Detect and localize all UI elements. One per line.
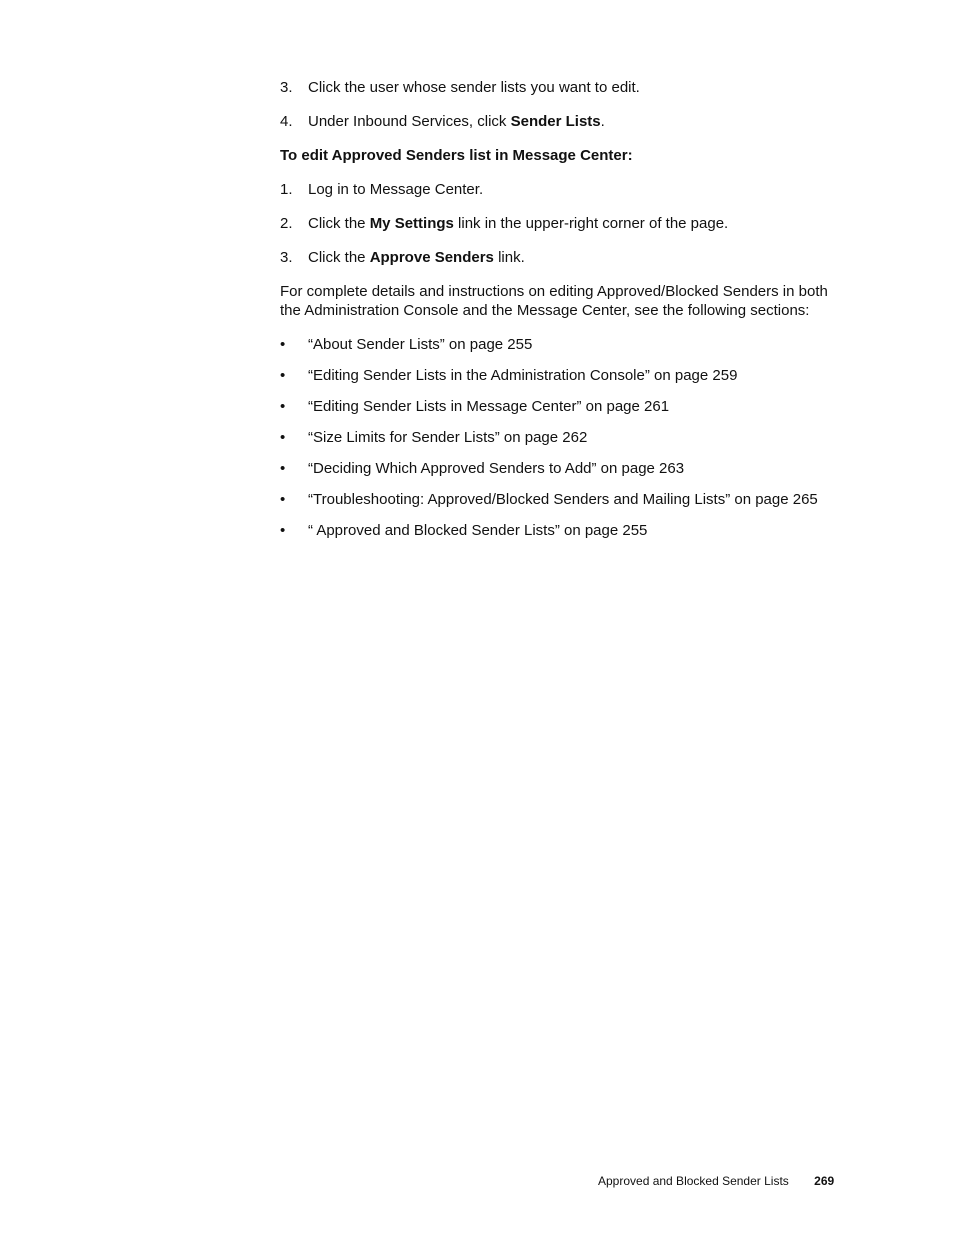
step-item bbox=[280, 214, 850, 233]
ui-term-bold: Sender Lists bbox=[510, 113, 601, 130]
reference-link[interactable]: “Size Limits for Sender Lists” on page 262 bbox=[308, 429, 588, 446]
step-text-prefix: Click the bbox=[308, 249, 370, 266]
reference-link[interactable]: “Editing Sender Lists in the Administration Console” on page 259 bbox=[308, 367, 738, 384]
footer-section-title: Approved and Blocked Sender Lists bbox=[598, 1174, 789, 1188]
step-text-suffix: . bbox=[600, 113, 605, 130]
reference-item bbox=[280, 397, 850, 416]
bullet-marker: • bbox=[280, 522, 286, 539]
step-number: 3. bbox=[280, 249, 293, 266]
bullet-marker: • bbox=[280, 491, 286, 508]
section-heading: To edit Approved Senders list in Message Center: bbox=[280, 147, 633, 164]
step-item bbox=[280, 248, 850, 267]
page-number: 269 bbox=[814, 1174, 835, 1188]
reference-item bbox=[280, 366, 850, 385]
step-number: 1. bbox=[280, 181, 293, 198]
step-text: Log in to Message Center. bbox=[308, 181, 484, 198]
page-content bbox=[280, 78, 850, 552]
reference-link[interactable]: “About Sender Lists” on page 255 bbox=[308, 336, 533, 353]
step-text: Click the user whose sender lists you want to edit. bbox=[308, 79, 640, 96]
step-text-suffix: link in the upper-right corner of the page. bbox=[453, 215, 729, 232]
reference-link[interactable]: “ Approved and Blocked Sender Lists” on page 255 bbox=[308, 522, 648, 539]
step-item bbox=[280, 78, 850, 97]
step-text-prefix: Click the bbox=[308, 215, 370, 232]
reference-link[interactable]: “Deciding Which Approved Senders to Add” on page 263 bbox=[308, 460, 685, 477]
reference-item bbox=[280, 490, 850, 509]
step-number: 2. bbox=[280, 215, 293, 232]
step-item bbox=[280, 112, 850, 131]
reference-list bbox=[280, 335, 850, 540]
reference-link[interactable]: “Editing Sender Lists in Message Center” on page 261 bbox=[308, 398, 670, 415]
step-number: 4. bbox=[280, 113, 293, 130]
ui-term-bold: Approve Senders bbox=[369, 249, 494, 266]
bullet-marker: • bbox=[280, 460, 286, 477]
step-number: 3. bbox=[280, 79, 293, 96]
reference-link[interactable]: “Troubleshooting: Approved/Blocked Senders and Mailing Lists” on page 265 bbox=[308, 491, 818, 508]
reference-item bbox=[280, 521, 850, 540]
bullet-marker: • bbox=[280, 367, 286, 384]
reference-item bbox=[280, 428, 850, 447]
page-footer bbox=[598, 1174, 834, 1189]
bullet-marker: • bbox=[280, 336, 286, 353]
reference-item bbox=[280, 459, 850, 478]
ui-term-bold: My Settings bbox=[369, 215, 454, 232]
step-text-suffix: link. bbox=[493, 249, 525, 266]
step-item bbox=[280, 180, 850, 199]
step-text-prefix: Under Inbound Services, click bbox=[308, 113, 511, 130]
intro-paragraph: For complete details and instructions on editing Approved/Blocked Senders in both the Administration Console and the Message Center, see the following sections: bbox=[280, 283, 828, 319]
bullet-marker: • bbox=[280, 398, 286, 415]
bullet-marker: • bbox=[280, 429, 286, 446]
reference-item bbox=[280, 335, 850, 354]
